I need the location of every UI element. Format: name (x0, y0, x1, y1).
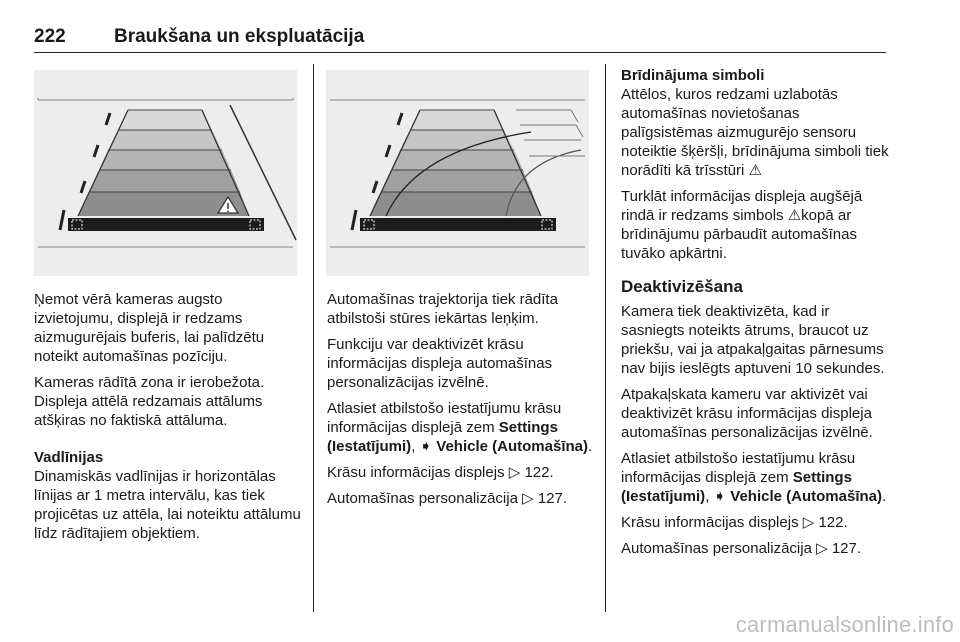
page-title: Braukšana un ekspluatācija (114, 26, 365, 47)
text-span: Atlasiet atbilstošo iestatījumu krāsu informācijas displejā zem (621, 450, 856, 486)
settings-menu-label: Settings (Iestatījumi) (327, 419, 558, 455)
text-span: , (705, 488, 714, 505)
paragraph: Funkciju var deaktivizēt krāsu informācijas displeja automašīnas personalizācijas izvēlnē. (327, 336, 553, 391)
page-number: 222 (34, 26, 66, 47)
section-heading-deactivation: Deaktivizēšana (621, 277, 743, 296)
text-span: Turklāt informācijas displeja augšējā rindā ir redzams simbols (621, 188, 863, 224)
paragraph (621, 187, 891, 263)
vehicle-menu-label: Vehicle (Automašīna) (432, 438, 588, 455)
column-divider-right (605, 64, 606, 612)
text-span: . (587, 438, 593, 455)
page-ref-icon: ▷ (508, 464, 521, 481)
text-span: . (881, 488, 887, 505)
column-divider-left (313, 64, 314, 612)
page-ref-icon: ▷ (816, 540, 828, 557)
paragraph: Kameras rādītā zona ir ierobežota. Displeja attēlā redzamais attālums atšķiras no faktiskā attāluma. (34, 374, 265, 429)
column-1-text (34, 290, 304, 550)
menu-arrow-icon: ➧ (419, 438, 433, 455)
paragraph: Dinamiskās vadlīnijas ir horizontālas līnijas ar 1 metra intervālu, kas tiek projicētas uz attēla, lai noteiktu attālumu līdz rādītajiem objektiem. (34, 468, 301, 542)
settings-menu-label: Settings (Iestatījumi) (621, 469, 852, 505)
column-2-text (327, 290, 595, 515)
paragraph: Kamera tiek deaktivizēta, kad ir sasniegts noteikts ātrums, braucot uz priekšu, vai ja atpakaļgaitas pārnesums nav bijis ieslēgts aptuveni 10 sekundes. (621, 303, 885, 377)
page-header (34, 18, 886, 53)
cross-reference (621, 539, 891, 558)
text-span: Automašīnas personalizācija (621, 540, 817, 557)
page-ref-icon: ▷ (522, 490, 534, 507)
paragraph: Ņemot vērā kameras augsto izvietojumu, displejā ir redzams aizmugurējais buferis, lai palīdzētu noteikt automašīnas pozīciju. (34, 291, 265, 365)
paragraph: Atpakaļskata kameru var aktivizēt vai deaktivizēt krāsu informācijas displeja automašīnas personalizācijas izvēlnē. (621, 386, 873, 441)
paragraph (327, 399, 595, 456)
paragraph (621, 85, 891, 180)
cross-reference (327, 463, 595, 482)
page-ref-link[interactable]: 122. (524, 464, 554, 481)
vehicle-menu-label: Vehicle (Automašīna) (726, 488, 882, 505)
text-span: Automašīnas personalizācija (327, 490, 523, 507)
camera-guidelines-illustration (34, 70, 297, 276)
page-ref-link[interactable]: 127. (831, 540, 862, 557)
camera-trajectory-illustration (326, 70, 589, 276)
cross-reference (621, 513, 891, 532)
warning-triangle-icon: ⚠ (787, 207, 802, 224)
page-ref-icon: ▷ (802, 514, 815, 531)
menu-arrow-icon: ➧ (713, 488, 727, 505)
camera-guidelines-figure (34, 70, 297, 276)
paragraph: Automašīnas trajektorija tiek rādīta atbilstoši stūres iekārtas leņķim. (327, 291, 558, 327)
text-span: , (411, 438, 420, 455)
column-3-text (621, 66, 891, 565)
section-heading-guidelines: Vadlīnijas (34, 449, 104, 466)
cross-reference (327, 489, 595, 508)
page-ref-link[interactable]: 122. (818, 514, 848, 531)
camera-trajectory-figure (326, 70, 589, 276)
watermark: carmanualsonline.info (735, 612, 954, 637)
section-heading-warning-symbols: Brīdinājuma simboli (621, 67, 765, 84)
text-span: Attēlos, kuros redzami uzlabotās automašīnas novietošanas palīgsistēmas aizmugurējo sensoru noteiktie šķēršļi, brīdinājuma simboli tiek norādīti kā trīsstūri (621, 86, 889, 179)
paragraph (621, 449, 891, 506)
text-span: Atlasiet atbilstošo iestatījumu krāsu informācijas displejā zem (327, 400, 562, 436)
page-ref-link[interactable]: 127. (537, 490, 568, 507)
text-span: Krāsu informācijas displejs (327, 464, 509, 481)
text-span: Krāsu informācijas displejs (621, 514, 803, 531)
warning-triangle-icon: ⚠ (748, 162, 763, 179)
text-span: kopā ar brīdinājumu pārbaudīt automašīnas tuvāko apkārtni. (621, 207, 857, 262)
